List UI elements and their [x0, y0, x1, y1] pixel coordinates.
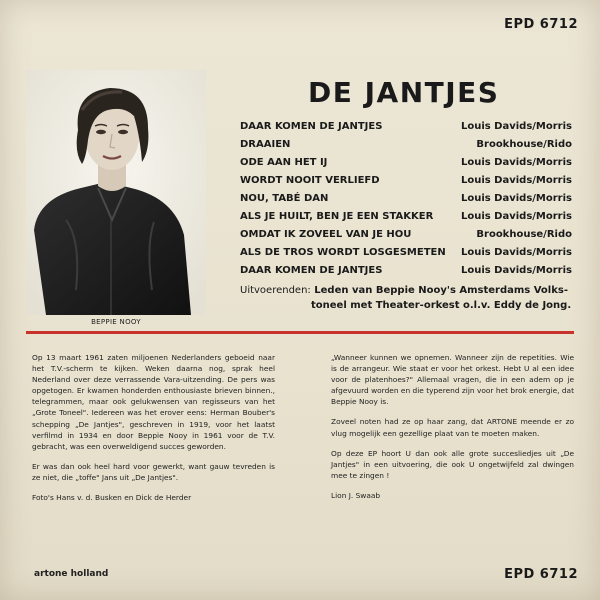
performers-credit [240, 283, 580, 313]
track-title: ODE AAN HET IJ [240, 157, 328, 168]
liner-notes-left [32, 352, 275, 512]
photo-caption: BEPPIE NOOY [91, 318, 141, 326]
track-row [240, 190, 572, 208]
track-title: WORDT NOOIT VERLIEFD [240, 175, 380, 186]
track-title: DRAAIEN [240, 139, 291, 150]
track-title: DAAR KOMEN DE JANTJES [240, 265, 383, 276]
track-row [240, 208, 572, 226]
track-row [240, 136, 572, 154]
notes-signature: Lion J. Swaab [331, 490, 381, 500]
track-credit: Louis Davids/Morris [460, 265, 572, 276]
notes-paragraph: Op deze EP hoort U dan ook alle grote succesliedjes uit „De Jantjes" in een uitvoering, die ook U ongetwijfeld zal dwingen mee te zingen ! [331, 448, 574, 480]
track-credit: Louis Davids/Morris [460, 121, 572, 132]
photo-credit: Foto's Hans v. d. Busken en Dick de Herder [32, 493, 192, 503]
track-credit: Louis Davids/Morris [460, 247, 572, 258]
track-title: NOU, TABÉ DAN [240, 193, 329, 204]
track-list [240, 118, 572, 280]
track-title: OMDAT IK ZOVEEL VAN JE HOU [240, 229, 412, 240]
track-row [240, 262, 572, 280]
performers-line-1: Leden van Beppie Nooy's Amsterdams Volks- [314, 285, 568, 296]
divider-rule [26, 331, 574, 334]
track-title: ALS JE HUILT, BEN JE EEN STAKKER [240, 211, 434, 222]
notes-paragraph: Er was dan ook heel hard voor gewerkt, want gauw tevreden is ze niet, die „toffe" Jans uit „De Jantjes". [32, 461, 275, 482]
track-row [240, 118, 572, 136]
track-row [240, 172, 572, 190]
catalog-number-top: EPD 6712 [504, 17, 578, 32]
track-row [240, 226, 572, 244]
performers-label: Uitvoerenden: [240, 285, 311, 296]
performers-line-2: toneel met Theater-orkest o.l.v. Eddy de Jong. [311, 300, 572, 311]
notes-paragraph: „Wanneer kunnen we opnemen. Wanneer zijn de repetities. Wie is de arrangeur. Wie staat er voor het orkest. Hebt U al een idee voor de platenhoes?" Allemaal vragen, die in een adem op je afgevuurd worden en die typerend zijn voor het brok energie, dat Beppie Nooy is. [331, 353, 574, 407]
notes-paragraph: Op 13 maart 1961 zaten miljoenen Nederlanders geboeid naar het T.V.-scherm te kijken. Weken daarna nog, sprak heel Nederland over deze verrassende Vara-uitzending. De pers was opgetogen. Er kwamen honderden enthousiaste brieven binnen., telegrammen, maar ook gelukwensen van regisseurs van het „Grote Toneel". Iedereen was het erover eens: Herman Bouber's schepping „De Jantjes", geschreven in 1919, voor het laatst verfilmd in 1934 en door Beppie Nooy in 1961 voor de T.V. gebracht, was een overweldigend succes geworden. [32, 353, 275, 451]
track-credit: Louis Davids/Morris [460, 193, 572, 204]
track-credit: Louis Davids/Morris [460, 211, 572, 222]
artist-photo [26, 70, 206, 315]
label-brand: artone holland [34, 569, 109, 579]
track-row [240, 154, 572, 172]
track-credit: Louis Davids/Morris [460, 157, 572, 168]
track-credit: Brookhouse/Rido [476, 229, 572, 240]
track-credit: Louis Davids/Morris [460, 175, 572, 186]
track-title: ALS DE TROS WORDT LOSGESMETEN [240, 247, 446, 258]
track-row [240, 244, 572, 262]
notes-paragraph: Zoveel noten had ze op haar zang, dat ARTONE meende er zo vlug mogelijk een gezellige plaat van te moeten maken. [331, 417, 574, 438]
track-credit: Brookhouse/Rido [476, 139, 572, 150]
catalog-number-bottom: EPD 6712 [504, 567, 578, 582]
liner-notes-right [331, 352, 574, 510]
album-title: DE JANTJES [308, 76, 500, 109]
track-title: DAAR KOMEN DE JANTJES [240, 121, 383, 132]
